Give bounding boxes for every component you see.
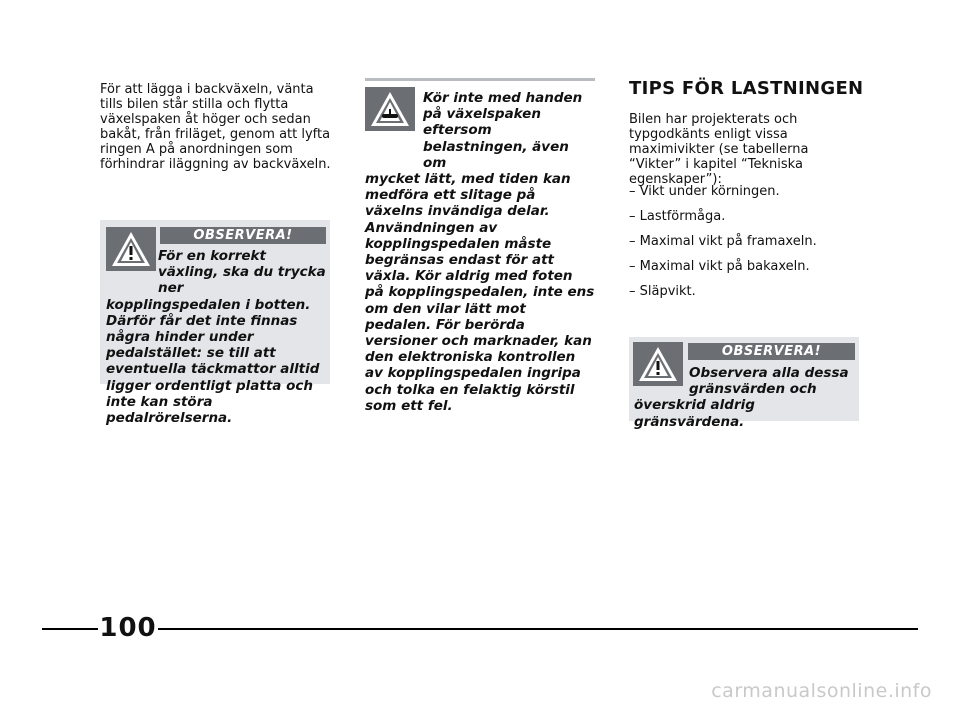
- footer-rule-left: [42, 628, 98, 630]
- observera-text-rest: kopplingspedalen i botten. Därför får det inte finnas några hinder under pedalstället: se till att eventuella täckmattor alltid ligger ordentligt platta och inte kan störa pedalrörelserna.: [106, 296, 320, 427]
- footer-rule-right: [158, 628, 918, 630]
- page-number: 100: [99, 613, 157, 643]
- loading-intro: Bilen har projekterats och typgodkänts enligt vissa maximivikter (se tabellerna “Vikter” i kapitel “Tekniska egenskaper”):: [629, 112, 809, 187]
- weight-list: [629, 184, 861, 309]
- backgear-paragraph: För att lägga i backväxeln, vänta tills bilen står stilla och flytta växelspaken åt höger och sedan bakåt, från friläget, genom att lyfta ringen A på anordningen som förhindrar iläggning av backväxeln.: [100, 82, 331, 172]
- observera-text: [634, 365, 858, 430]
- gearstick-warning-first: Kör inte med handen på växelspaken eftersom belastningen, även om: [423, 90, 583, 171]
- observera-text-first: För en korrekt växling, ska du trycka ner: [158, 248, 326, 297]
- section-heading: TIPS FÖR LASTNINGEN: [629, 78, 864, 99]
- observera-label: OBSERVERA!: [160, 227, 326, 244]
- observera-text-first: Observera alla dessa gränsvärden och: [689, 365, 849, 398]
- list-item: – Vikt under körningen.: [629, 184, 780, 199]
- observera-label: OBSERVERA!: [688, 343, 855, 360]
- list-item: – Lastförmåga.: [629, 209, 726, 224]
- observera-box-gearshift: [100, 220, 330, 427]
- watermark: carmanualsonline.info: [711, 680, 932, 702]
- list-item: – Maximal vikt på framaxeln.: [629, 234, 817, 249]
- observera-box-limits: [629, 337, 859, 430]
- gearstick-warning-rest: mycket lätt, med tiden kan medföra ett slitage på växelns invändiga delar. Användningen av kopplingspedalen måste begränsas endast för att växla. Kör aldrig med foten på kopplingspedalen, inte ens om den vilar lätt mot pedalen. För berörda versioner och marknader, kan den elektroniska kontrollen av kopplingspedalen ingripa och tolka en felaktig körstil som ett fel.: [365, 171, 595, 414]
- observera-text: [106, 248, 328, 426]
- list-item: – Maximal vikt på bakaxeln.: [629, 259, 810, 274]
- list-item: – Släpvikt.: [629, 284, 696, 299]
- column-top-rule: [365, 78, 595, 81]
- gearstick-warning-text: [365, 90, 595, 414]
- observera-text-rest: överskrid aldrig gränsvärdena.: [634, 397, 755, 430]
